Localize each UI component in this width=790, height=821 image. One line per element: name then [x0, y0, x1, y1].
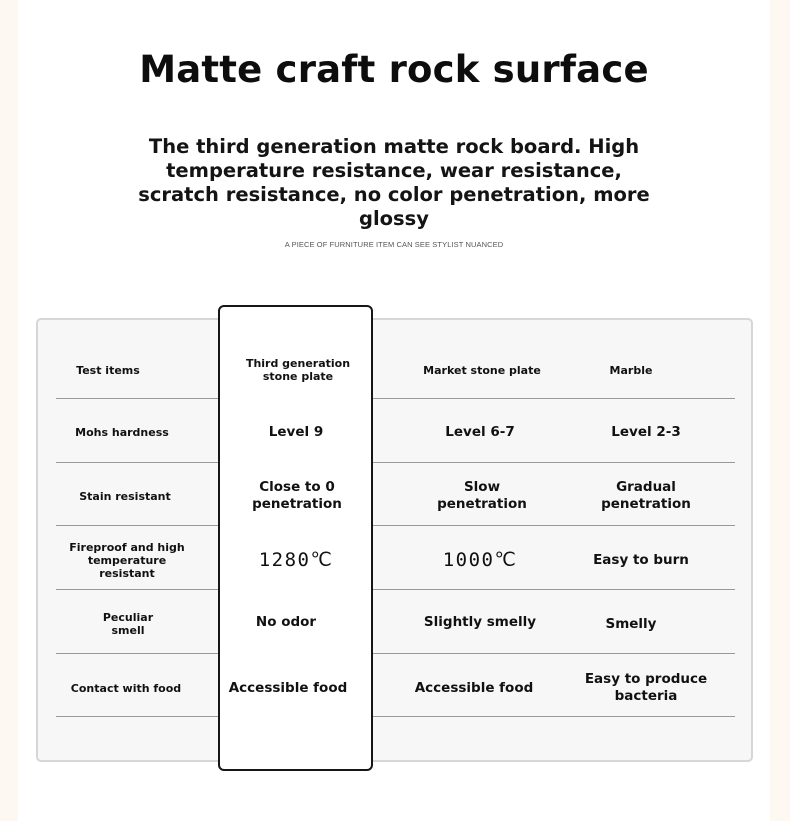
cell-marble-stain: Gradual penetration	[601, 479, 691, 512]
row-divider	[56, 398, 218, 399]
row-label-fireproof: Fireproof and high temperature resistant	[69, 540, 185, 580]
row-divider	[373, 653, 735, 654]
row-label-contact-food: Contact with food	[70, 681, 182, 695]
row-divider	[373, 525, 735, 526]
cell-marble-food: Easy to produce bacteria	[584, 671, 708, 704]
cell-market-hardness: Level 6-7	[445, 423, 515, 440]
header-market-stone: Market stone plate	[423, 363, 541, 377]
cell-market-food: Accessible food	[414, 679, 534, 696]
product-page	[18, 0, 770, 821]
row-label-peculiar-smell: Peculiar smell	[102, 611, 154, 637]
tagline: A PIECE OF FURNITURE ITEM CAN SEE STYLIST NUANCED	[284, 240, 504, 249]
cell-third-gen-stain: Close to 0 penetration	[252, 479, 342, 512]
header-test-items: Test items	[76, 363, 140, 377]
cell-marble-hardness: Level 2-3	[611, 423, 681, 440]
row-divider	[373, 398, 735, 399]
cell-marble-smell: Smelly	[605, 615, 657, 632]
page-subtitle: The third generation matte rock board. High temperature resistance, wear resistance, scratch resistance, no color penetration, more glossy	[138, 135, 650, 230]
page-title: Matte craft rock surface	[139, 48, 649, 91]
header-third-generation: Third generation stone plate	[245, 357, 351, 383]
row-divider	[56, 653, 218, 654]
header-marble: Marble	[609, 363, 653, 377]
cell-market-temperature: 1000℃	[442, 549, 518, 571]
row-divider	[56, 462, 218, 463]
row-divider	[56, 525, 218, 526]
cell-market-stain: Slow penetration	[437, 479, 527, 512]
cell-third-gen-smell: No odor	[255, 613, 317, 630]
cell-third-gen-food: Accessible food	[228, 679, 348, 696]
row-divider	[373, 462, 735, 463]
cell-third-gen-temperature: 1280℃	[258, 549, 334, 571]
row-divider	[373, 589, 735, 590]
row-label-mohs-hardness: Mohs hardness	[75, 425, 169, 439]
row-divider	[373, 716, 735, 717]
cell-marble-temperature: Easy to burn	[593, 551, 689, 568]
row-label-stain-resistant: Stain resistant	[79, 489, 171, 503]
row-divider	[56, 716, 218, 717]
cell-market-smell: Slightly smelly	[423, 613, 537, 630]
row-divider	[56, 589, 218, 590]
cell-third-gen-hardness: Level 9	[268, 423, 324, 440]
